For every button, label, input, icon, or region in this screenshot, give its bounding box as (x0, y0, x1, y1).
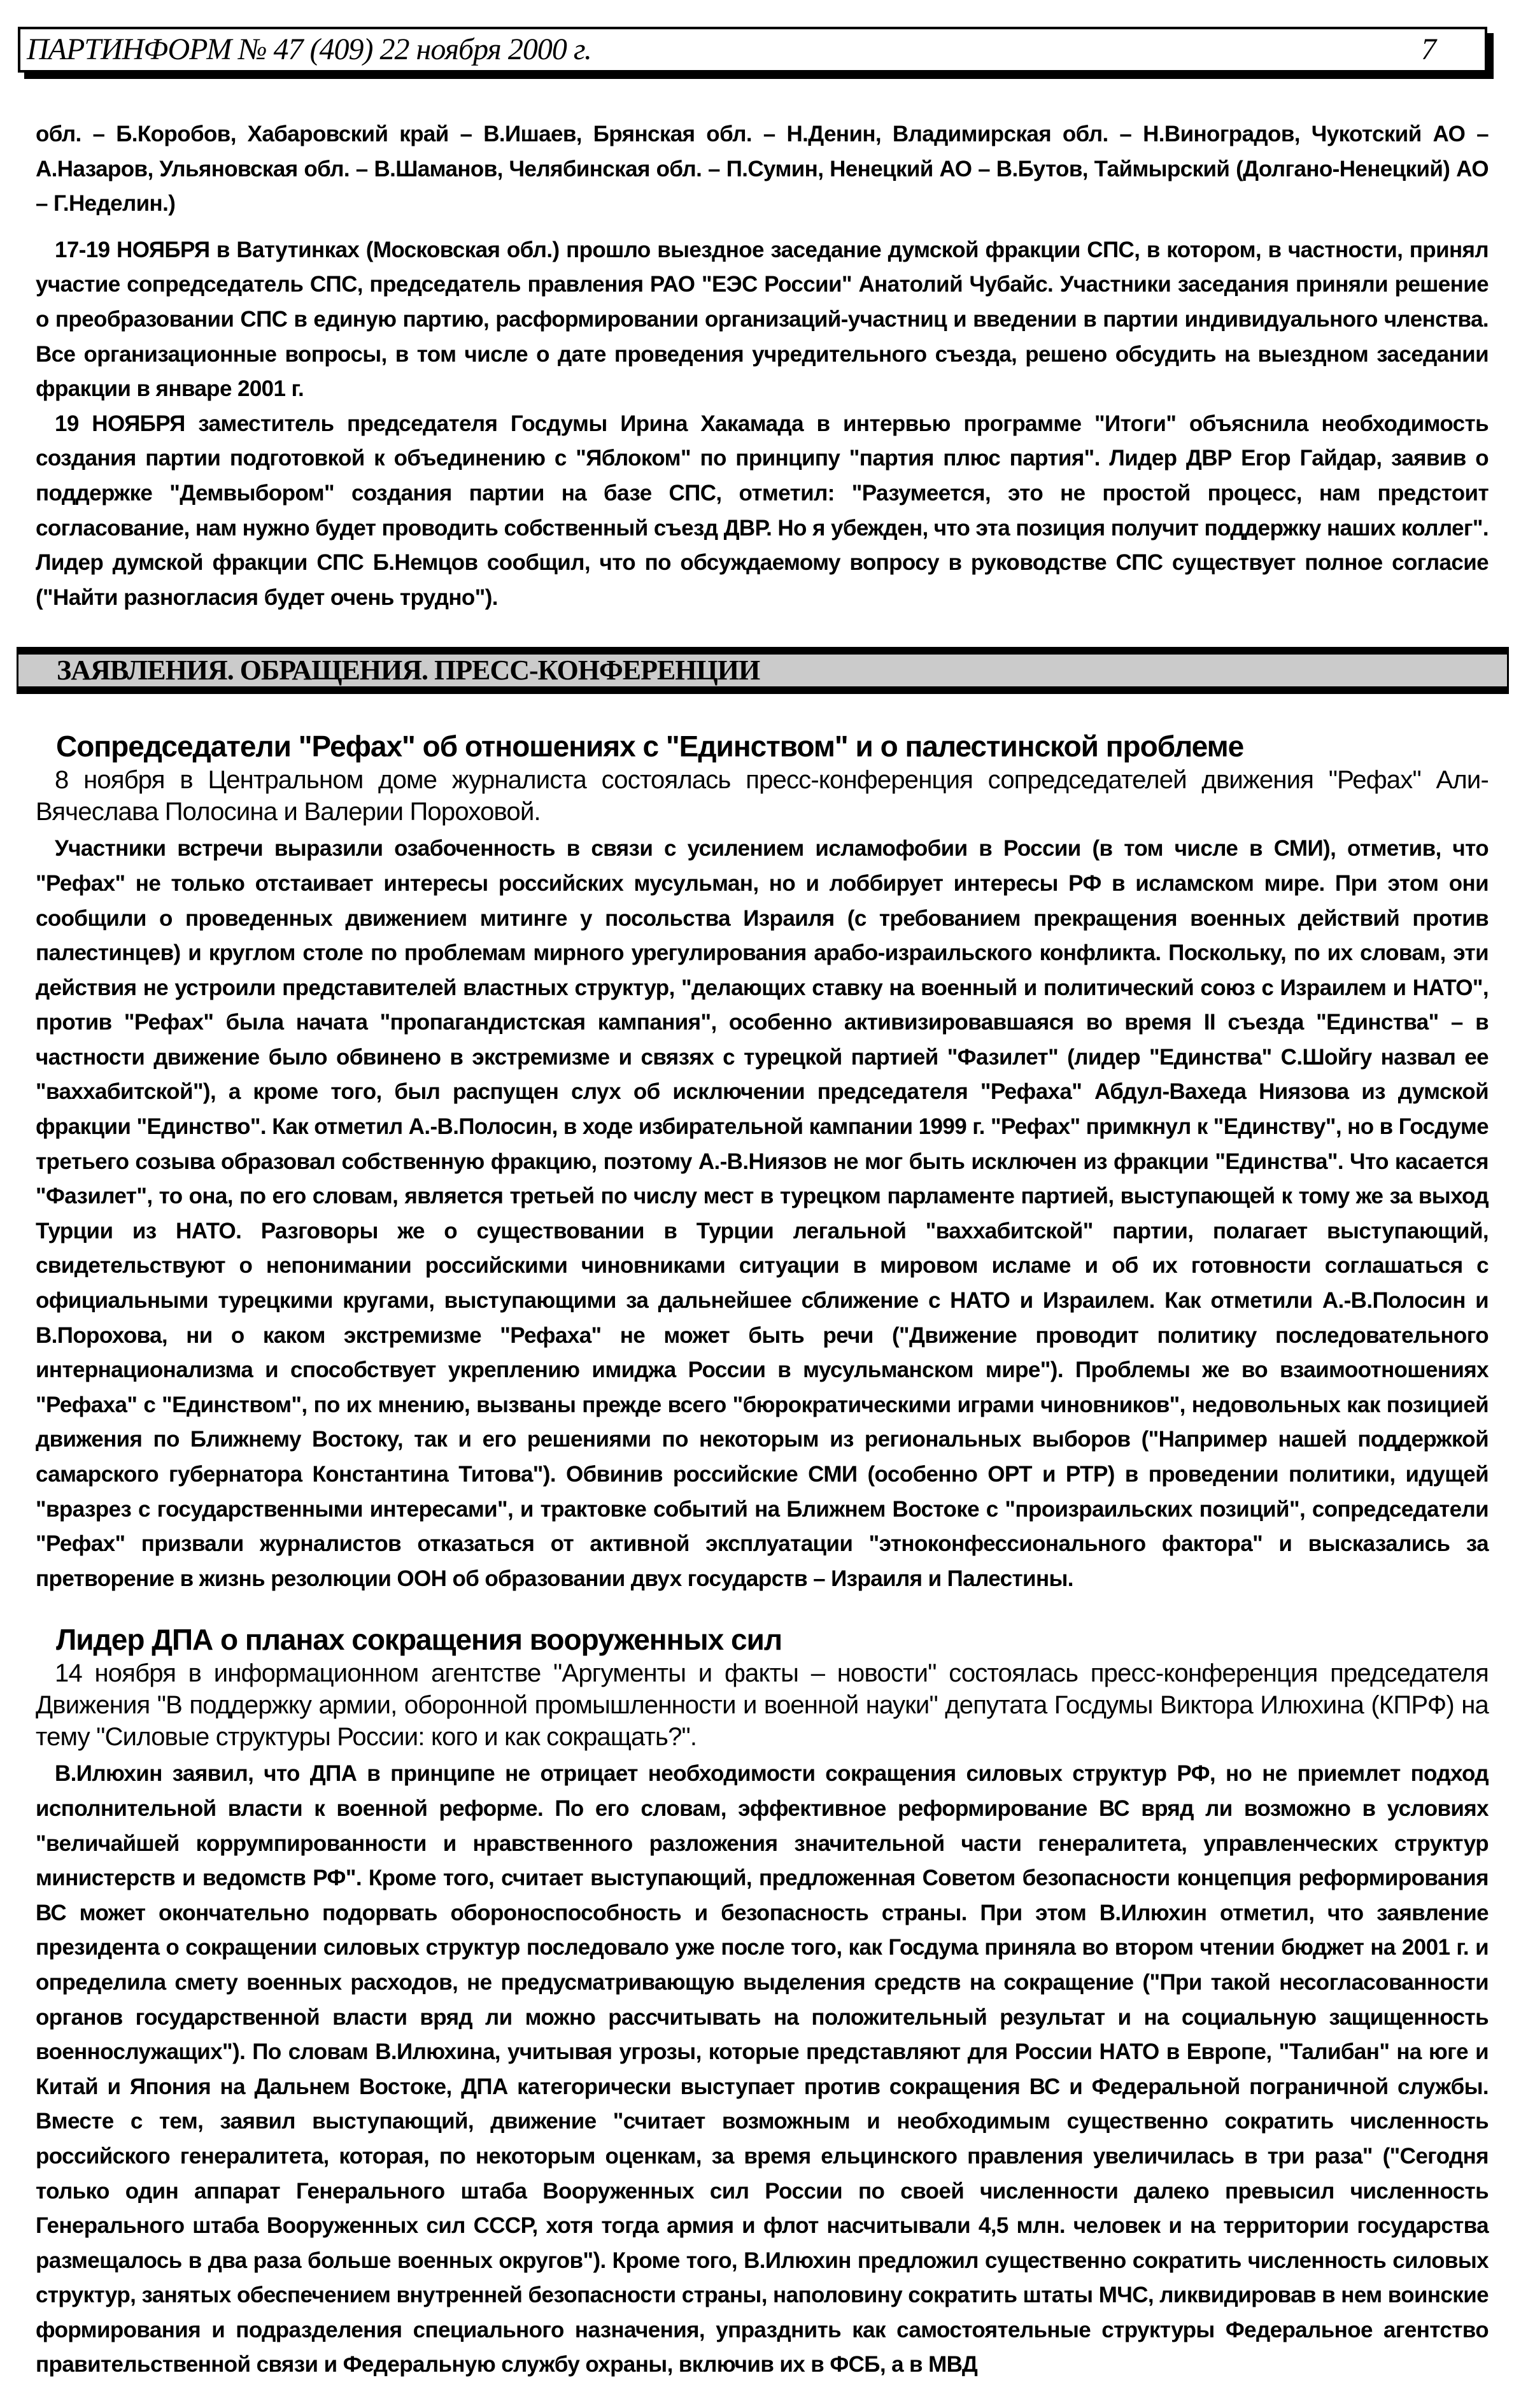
paragraph: 17-19 НОЯБРЯ в Ватутинках (Московская обл.) прошло выездное заседание думской фракции СПС, в котором, в частности, принял участие сопредседатель СПС, председатель правления РАО "ЕЭС России" Анатолий Чубайс. Участники заседания приняли решение о преобразовании СПС в единую партию, расформировании организаций-участниц и введении в партии индивидуального членства. Все организационные вопросы, в том числе о дате проведения учредительного съезда, решено обсудить на выездном заседании фракции в январе 2001 г. (36, 237, 1489, 402)
paragraph: 19 НОЯБРЯ заместитель председателя Госдумы Ирина Хакамада в интервью программе "Итоги" объяснила необходимость создания партии подготовкой к объединению с "Яблоком" по принципу "партия плюс партия". Лидер ДВР Егор Гайдар, заявив о поддержке "Демвыбором" создания партии на базе СПС, отметил: "Разумеется, это не простой процесс, нам предстоит согласование, нам нужно будет проводить собственный съезд ДВР. Но я убежден, что эта позиция получит поддержку наших коллег". Лидер думской фракции СПС Б.Немцов сообщил, что по обсуждаемому вопросу в руководстве СПС существует полное согласие ("Найти разногласия будет очень трудно"). (36, 411, 1489, 610)
publication-title: ПАРТИНФОРМ № 47 (409) 22 ноября 2000 г. (27, 32, 591, 66)
section-header (17, 647, 1509, 694)
section-title: ЗАЯВЛЕНИЯ. ОБРАЩЕНИЯ. ПРЕСС-КОНФЕРЕНЦИИ (57, 655, 760, 686)
article-lead: 14 ноября в информационном агентстве "Аргументы и факты – новости" состоялась пресс-конференция председателя Движения "В поддержку армии, оборонной промышленности и военной науки" депутата Госдумы Виктора Илюхина (КПРФ) на тему "Силовые структуры России: кого и как сокращать?". (36, 1659, 1489, 1752)
article-body: В.Илюхин заявил, что ДПА в принципе не отрицает необходимости сокращения силовых структур РФ, но не приемлет подход исполнительной власти к военной реформе. По его словам, эффективное реформирование ВС вряд ли возможно в условиях "величайшей коррумпированности и нравственного разложения значительной части генералитета, управленческих структур министерств и ведомств РФ". Кроме того, считает выступающий, предложенная Советом безопасности концепция реформирования ВС может окончательно подорвать обороноспособность и безопасность страны. При этом В.Илюхин отметил, что заявление президента о сокращении силовых структур последовало уже после того, как Госдума приняла во втором чтении бюджет на 2001 г. и определила смету военных расходов, не предусматривающую выделения средств на сокращение ("При такой несогласованности органов государственной власти вряд ли можно рассчитывать на положительный результат и на социальную защищенность военнослужащих"). По словам В.Илюхина, учитывая угрозы, которые представляют для России НАТО в Европе, "Талибан" на юге и Китай и Япония на Дальнем Востоке, ДПА категорически выступает против сокращения ВС и Федеральной пограничной службы. Вместе с тем, заявил выступающий, движение "считает возможным и необходимым существенно сократить численность российского генералитета, которая, по некоторым оценкам, за время ельцинского правления увеличилась в три раза" ("Сегодня только один аппарат Генерального штаба Вооруженных сил России по своей численности далеко превысил численность Генерального штаба Вооруженных сил СССР, хотя тогда армия и флот насчитывали 4,5 млн. человек и на территории государства размещалось в два раза больше военных округов"). Кроме того, В.Илюхин предложил существенно сократить численность силовых структур, занятых обеспечением внутренней безопасности страны, наполовину сократить штаты МЧС, ликвидировав в нем воинские формирования и подразделения специального назначения, упразднить как самостоятельные структуры Федеральное агентство правительственной связи и Федеральную службу охраны, включив их в ФСБ, а в МВД (36, 1761, 1489, 2377)
paragraph: обл. – Б.Коробов, Хабаровский край – В.Ишаев, Брянская обл. – Н.Денин, Владимирская обл. – Н.Виноградов, Чукотский АО – А.Назаров, Ульяновская обл. – В.Шаманов, Челябинская обл. – П.Сумин, Ненецкий АО – В.Бутов, Таймырский (Долгано-Ненецкий) АО – Г.Неделин.) (36, 122, 1489, 216)
article-body: Участники встречи выразили озабоченность в связи с усилением исламофобии в России (в том числе в СМИ), отметив, что "Рефах" не только отстаивает интересы российских мусульман, но и лоббирует интересы РФ в исламском мире. При этом они сообщили о проведенных движением митинге у посольства Израиля (с требованием прекращения военных действий против палестинцев) и круглом столе по проблемам мирного урегулирования арабо-израильского конфликта. Поскольку, по их словам, эти действия не устроили представителей властных структур, "делающих ставку на военный и политический союз с Израилем и НАТО", против "Рефах" была начата "пропагандистская кампания", особенно активизировавшаяся во время II съезда "Единства" – в частности движение было обвинено в экстремизме и связях с турецкой партией "Фазилет" (лидер "Единства" С.Шойгу назвал ее "ваххабитской"), а кроме того, был распущен слух об исключении председателя "Рефаха" Абдул-Вахеда Ниязова из думской фракции "Единство". Как отметил А.-В.Полосин, в ходе избирательной кампании 1999 г. "Рефах" примкнул к "Единству", но в Госдуме третьего созыва образовал собственную фракцию, поэтому А.-В.Ниязов не мог быть исключен из фракции "Единства". Что касается "Фазилет", то она, по его словам, является третьей по числу мест в турецком парламенте партией, выступающей к тому же за выход Турции из НАТО. Разговоры же о существовании в Турции легальной "ваххабитской" партии, полагает выступающий, свидетельствуют о непонимании российскими чиновниками ситуации в мировом исламе и об их готовности соглашаться с официальными турецкими кругами, выступающими за дальнейшее сближение с НАТО и Израилем. Как отметили А.-В.Полосин и В.Порохова, ни о каком экстремизме "Рефаха" не может быть речи ("Движение проводит политику последовательного интернационализма и способствует укреплению имиджа России в мусульманском мире"). Проблемы же во взаимоотношениях "Рефаха" с "Единством", по их мнению, вызваны прежде всего "бюрократическими играми чиновников", недовольных как позицией движения по Ближнему Востоку, так и его решениями по некоторым из региональных выборов ("Например нашей поддержкой самарского губернатора Константина Титова"). Обвинив российские СМИ (особенно ОРТ и РТР) в проведении политики, идущей "вразрез с государственными интересами", и трактовке событий на Ближнем Востоке с "произраильских позиций", сопредседатели "Рефах" призвали журналистов отказаться от активной эксплуатации "этноконфессионального фактора" и высказались за претворение в жизнь резолюции ООН об образовании двух государств – Израиля и Палестины. (36, 836, 1489, 1591)
page-header (18, 27, 1487, 73)
article-lead: 8 ноября в Центральном доме журналиста состоялась пресс-конференция сопредседателей движения "Рефах" Али-Вячеслава Полосина и Валерии Пороховой. (36, 766, 1489, 826)
article-heading: Сопредседатели "Рефах" об отношениях с "Единством" и о палестинской проблеме (56, 730, 1244, 763)
page-number: 7 (1421, 32, 1436, 66)
article-heading: Лидер ДПА о планах сокращения вооруженных сил (56, 1623, 782, 1657)
